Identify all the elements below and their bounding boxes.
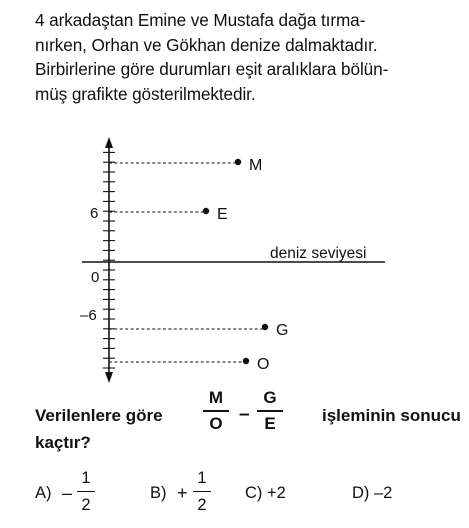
option-d[interactable]: D) –2 [352,484,393,502]
option-b-label: B) [150,484,167,502]
fraction-bar [193,491,211,492]
axis-arrow-down-icon [105,372,113,383]
point-G-label: G [276,322,289,339]
answer-options [35,470,465,528]
option-a-fraction [77,469,95,514]
point-M [109,157,262,174]
fraction-m-over-o [203,388,229,434]
point-O [109,356,269,373]
option-a-label: A) [35,484,52,502]
fraction-denominator: O [209,414,223,433]
tick-label-6: 6 [90,205,99,222]
option-c[interactable]: C) +2 [245,484,286,502]
question-suffix: işleminin sonucu [322,406,461,425]
option-b-fraction [193,469,211,514]
fraction-numerator: M [208,388,224,407]
point-O-dot [243,358,249,364]
question-prefix: Verilenlere göre [35,406,163,425]
question-line-2: kaçtır? [35,433,91,452]
intro-line: Birbirlerine göre durumları eşit aralıklara bölün- [35,59,389,79]
fraction-bar [77,491,95,492]
point-M-dot [235,159,241,165]
point-M-label: M [249,157,263,174]
fraction-g-over-e [257,388,283,434]
tick-label-neg6: –6 [80,307,97,324]
minus-sign: – [239,404,250,425]
point-G [109,322,288,339]
option-b[interactable] [150,484,167,503]
sea-level-label: deniz seviyesi [270,245,367,262]
option-b-denominator: 2 [197,496,207,514]
option-b-numerator: 1 [197,469,207,487]
fraction-numerator: G [263,388,277,407]
question-line [35,389,465,449]
fraction-bar [257,410,283,412]
point-E-label: E [217,206,228,223]
intro-line: müş grafikte gösterilmektedir. [35,83,256,104]
intro-line: 4 arkadaştan Emine ve Mustafa dağa tırma- [35,10,366,30]
option-a-numerator: 1 [81,469,91,487]
option-a-denominator: 2 [81,496,91,514]
option-a-sign: – [62,483,73,503]
fraction-denominator: E [264,414,276,433]
option-a[interactable] [35,484,52,503]
point-G-dot [262,324,268,330]
point-E [109,206,228,223]
tick-label-0: 0 [91,269,100,286]
point-E-dot [203,208,209,214]
intro-line: nırken, Orhan ve Gökhan denize dalmaktadır. [35,34,378,55]
point-O-label: O [257,356,270,373]
axis-arrow-up-icon [105,137,113,148]
fraction-bar [203,410,229,412]
option-b-sign: + [177,483,188,503]
